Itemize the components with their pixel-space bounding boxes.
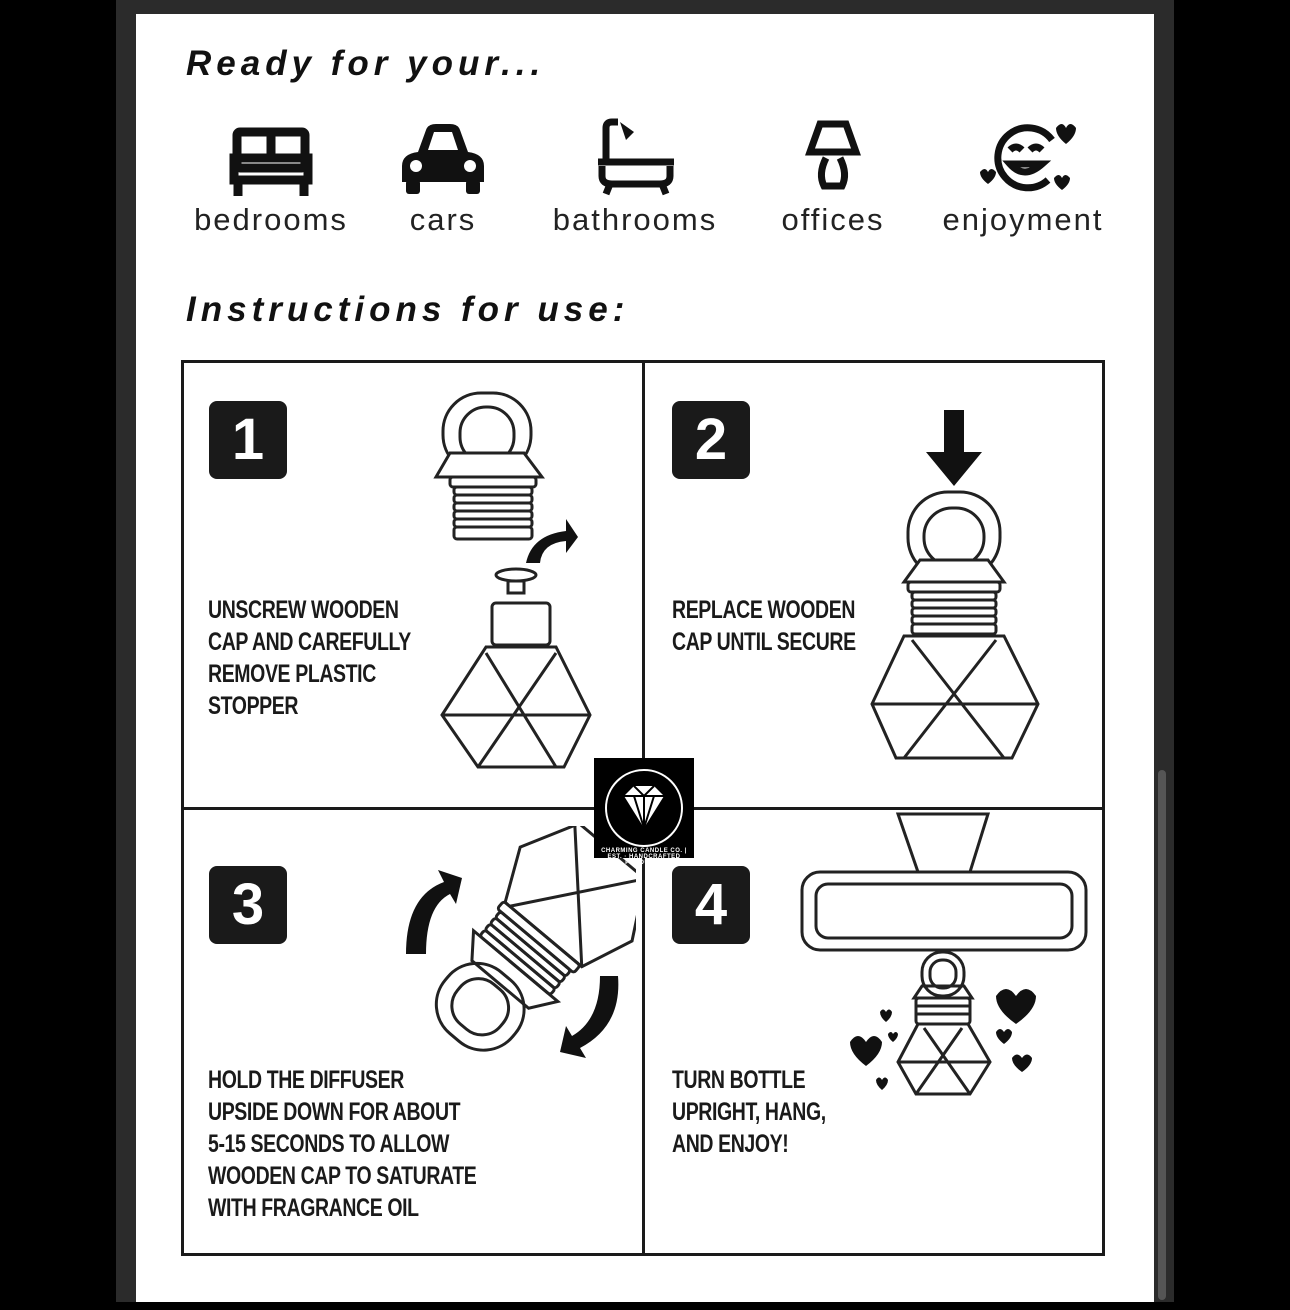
bathtub-icon xyxy=(540,118,730,198)
use-item-bedrooms xyxy=(176,118,366,248)
use-label: bathrooms xyxy=(552,202,718,237)
step-3-number: 3 xyxy=(209,866,287,944)
use-item-bathrooms xyxy=(540,118,730,248)
bed-icon xyxy=(176,118,366,198)
use-label: enjoyment xyxy=(942,202,1104,237)
step-text-line: AND ENJOY! xyxy=(672,1130,789,1158)
brand-logo xyxy=(594,758,694,866)
step-text-line: UPRIGHT, HANG, xyxy=(672,1098,826,1126)
use-item-enjoyment xyxy=(928,118,1118,248)
step-1-text xyxy=(208,594,411,722)
smiley-hearts-icon xyxy=(928,118,1118,198)
unscrew-cap-illustration xyxy=(410,385,630,785)
replace-cap-illustration xyxy=(864,400,1044,790)
step-4-number: 4 xyxy=(672,866,750,944)
car-icon xyxy=(348,118,538,198)
step-2-text xyxy=(672,594,856,658)
bottom-black-bar xyxy=(0,1302,1290,1310)
step-1-number: 1 xyxy=(209,401,287,479)
instructions-heading: Instructions for use: xyxy=(186,290,630,329)
lamp-icon xyxy=(738,118,928,198)
hang-bottle-illustration xyxy=(790,810,1100,1110)
use-item-offices xyxy=(738,118,928,248)
step-text-line: CAP AND CAREFULLY xyxy=(208,628,411,656)
scrollbar[interactable] xyxy=(1158,770,1166,1300)
use-label: offices xyxy=(781,202,885,237)
use-label: bedrooms xyxy=(194,202,348,237)
step-text-line: REMOVE PLASTIC xyxy=(208,660,376,688)
step-text-line: UNSCREW WOODEN xyxy=(208,596,399,624)
step-text-line: HOLD THE DIFFUSER xyxy=(208,1066,404,1094)
step-text-line: CAP UNTIL SECURE xyxy=(672,628,856,656)
diamond-logo-icon xyxy=(594,758,694,858)
use-label: cars xyxy=(409,202,477,237)
ready-heading: Ready for your... xyxy=(186,44,546,83)
step-text-line: WOODEN CAP TO SATURATE xyxy=(208,1162,477,1190)
step-text-line: REPLACE WOODEN xyxy=(672,596,856,624)
step-3-text xyxy=(208,1064,476,1224)
step-text-line: UPSIDE DOWN FOR ABOUT xyxy=(208,1098,461,1126)
step-text-line: WITH FRAGRANCE OIL xyxy=(208,1194,419,1222)
step-text-line: STOPPER xyxy=(208,692,299,720)
logo-text: CHARMING CANDLE CO. | EST. · HANDCRAFTED PRODUCTS xyxy=(601,848,687,866)
step-2-number: 2 xyxy=(672,401,750,479)
use-item-cars xyxy=(348,118,538,248)
step-text-line: 5-15 SECONDS TO ALLOW xyxy=(208,1130,450,1158)
step-text-line: TURN BOTTLE xyxy=(672,1066,806,1094)
